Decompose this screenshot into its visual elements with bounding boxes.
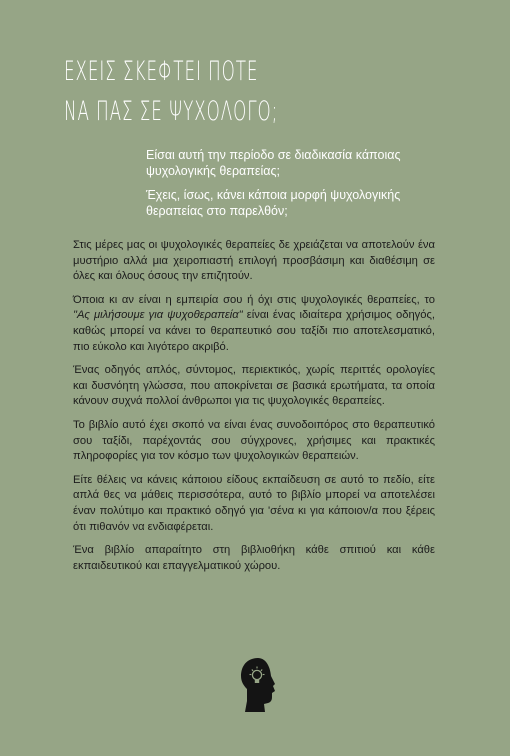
blurb — [73, 238, 435, 582]
intro-questions — [146, 148, 436, 228]
intro-question-1: Είσαι αυτή την περίοδο σε διαδικασία κάποιας ψυχολογικής θεραπείας; — [146, 148, 401, 178]
blurb-paragraph-6: Ένα βιβλίο απαραίτητο στη βιβλιοθήκη κάθε σπιτιού και κάθε εκπαιδευτικού και επαγγελματικού χώρου. — [73, 544, 435, 572]
blurb-paragraph-4: Το βιβλίο αυτό έχει σκοπό να είναι ένας συνοδοιπόρος στο θεραπευτικό σου ταξίδι, παρέχοντάς σου σύγχρονες, χρήσιμες και πρακτικές πληροφορίες για τον κόσμο των ψυχολογικών θεραπειών. — [73, 418, 435, 463]
headline-line-1: ΕΧΕΙΣ ΣΚΕΦΤΕΙ ΠΟΤΕ — [64, 56, 259, 87]
blurb-paragraph-2 — [73, 293, 435, 355]
book-title: "Ας μιλήσουμε για ψυχοθεραπεία" — [73, 309, 243, 322]
blurb-paragraph-2-rest: είναι ένας ιδιαίτερα χρήσιμος οδηγός, καθώς μπορεί να κάνει το θεραπευτικό σου ταξίδι πιο αποτελεσματικό, πιο εύκολο και λιγότερο ακριβό. — [73, 309, 435, 353]
blurb-paragraph-3: Ένας οδηγός απλός, σύντομος, περιεκτικός, χωρίς περιττές ορολογίες και δυσνόητη γλώσσα, που αποκρίνεται σε βασικά ερωτήματα, τα οποία κάνουν συχνά πολλοί άνθρωποι για τις ψυχολογικές θεραπείες. — [73, 364, 435, 408]
blurb-paragraph-2-lead: Όποια κι αν είναι η εμπειρία σου ή όχι στις ψυχολογικές θεραπείες, το — [73, 293, 435, 306]
head-with-lightbulb-icon — [237, 655, 279, 715]
blurb-paragraph-5: Είτε θέλεις να κάνεις κάποιου είδους εκπαίδευση σε αυτό το πεδίο, είτε απλά θες να μάθεις περισσότερα, αυτό το βιβλίο μπορεί να αποτελέσει έναν πολύτιμο και πρακτικό οδηγό για 'σένα κι για κάποιον/α που ξέρεις ότι πιθανόν να ενδιαφέρεται. — [73, 473, 435, 533]
headline-line-2: ΝΑ ΠΑΣ ΣΕ ΨΥΧΟΛΟΓΟ; — [64, 96, 279, 127]
intro-question-2: Έχεις, ίσως, κάνει κάποια μορφή ψυχολογικής θεραπείας στο παρελθόν; — [146, 188, 401, 218]
blurb-paragraph-1: Στις μέρες μας οι ψυχολογικές θεραπείες δε χρειάζεται να αποτελούν ένα μυστήριο αλλά μια χειροπιαστή επιλογή προσβάσιμη και διαθέσιμη σε όλες και όλους όσους την επιζητούν. — [73, 239, 435, 283]
headline — [64, 52, 287, 132]
